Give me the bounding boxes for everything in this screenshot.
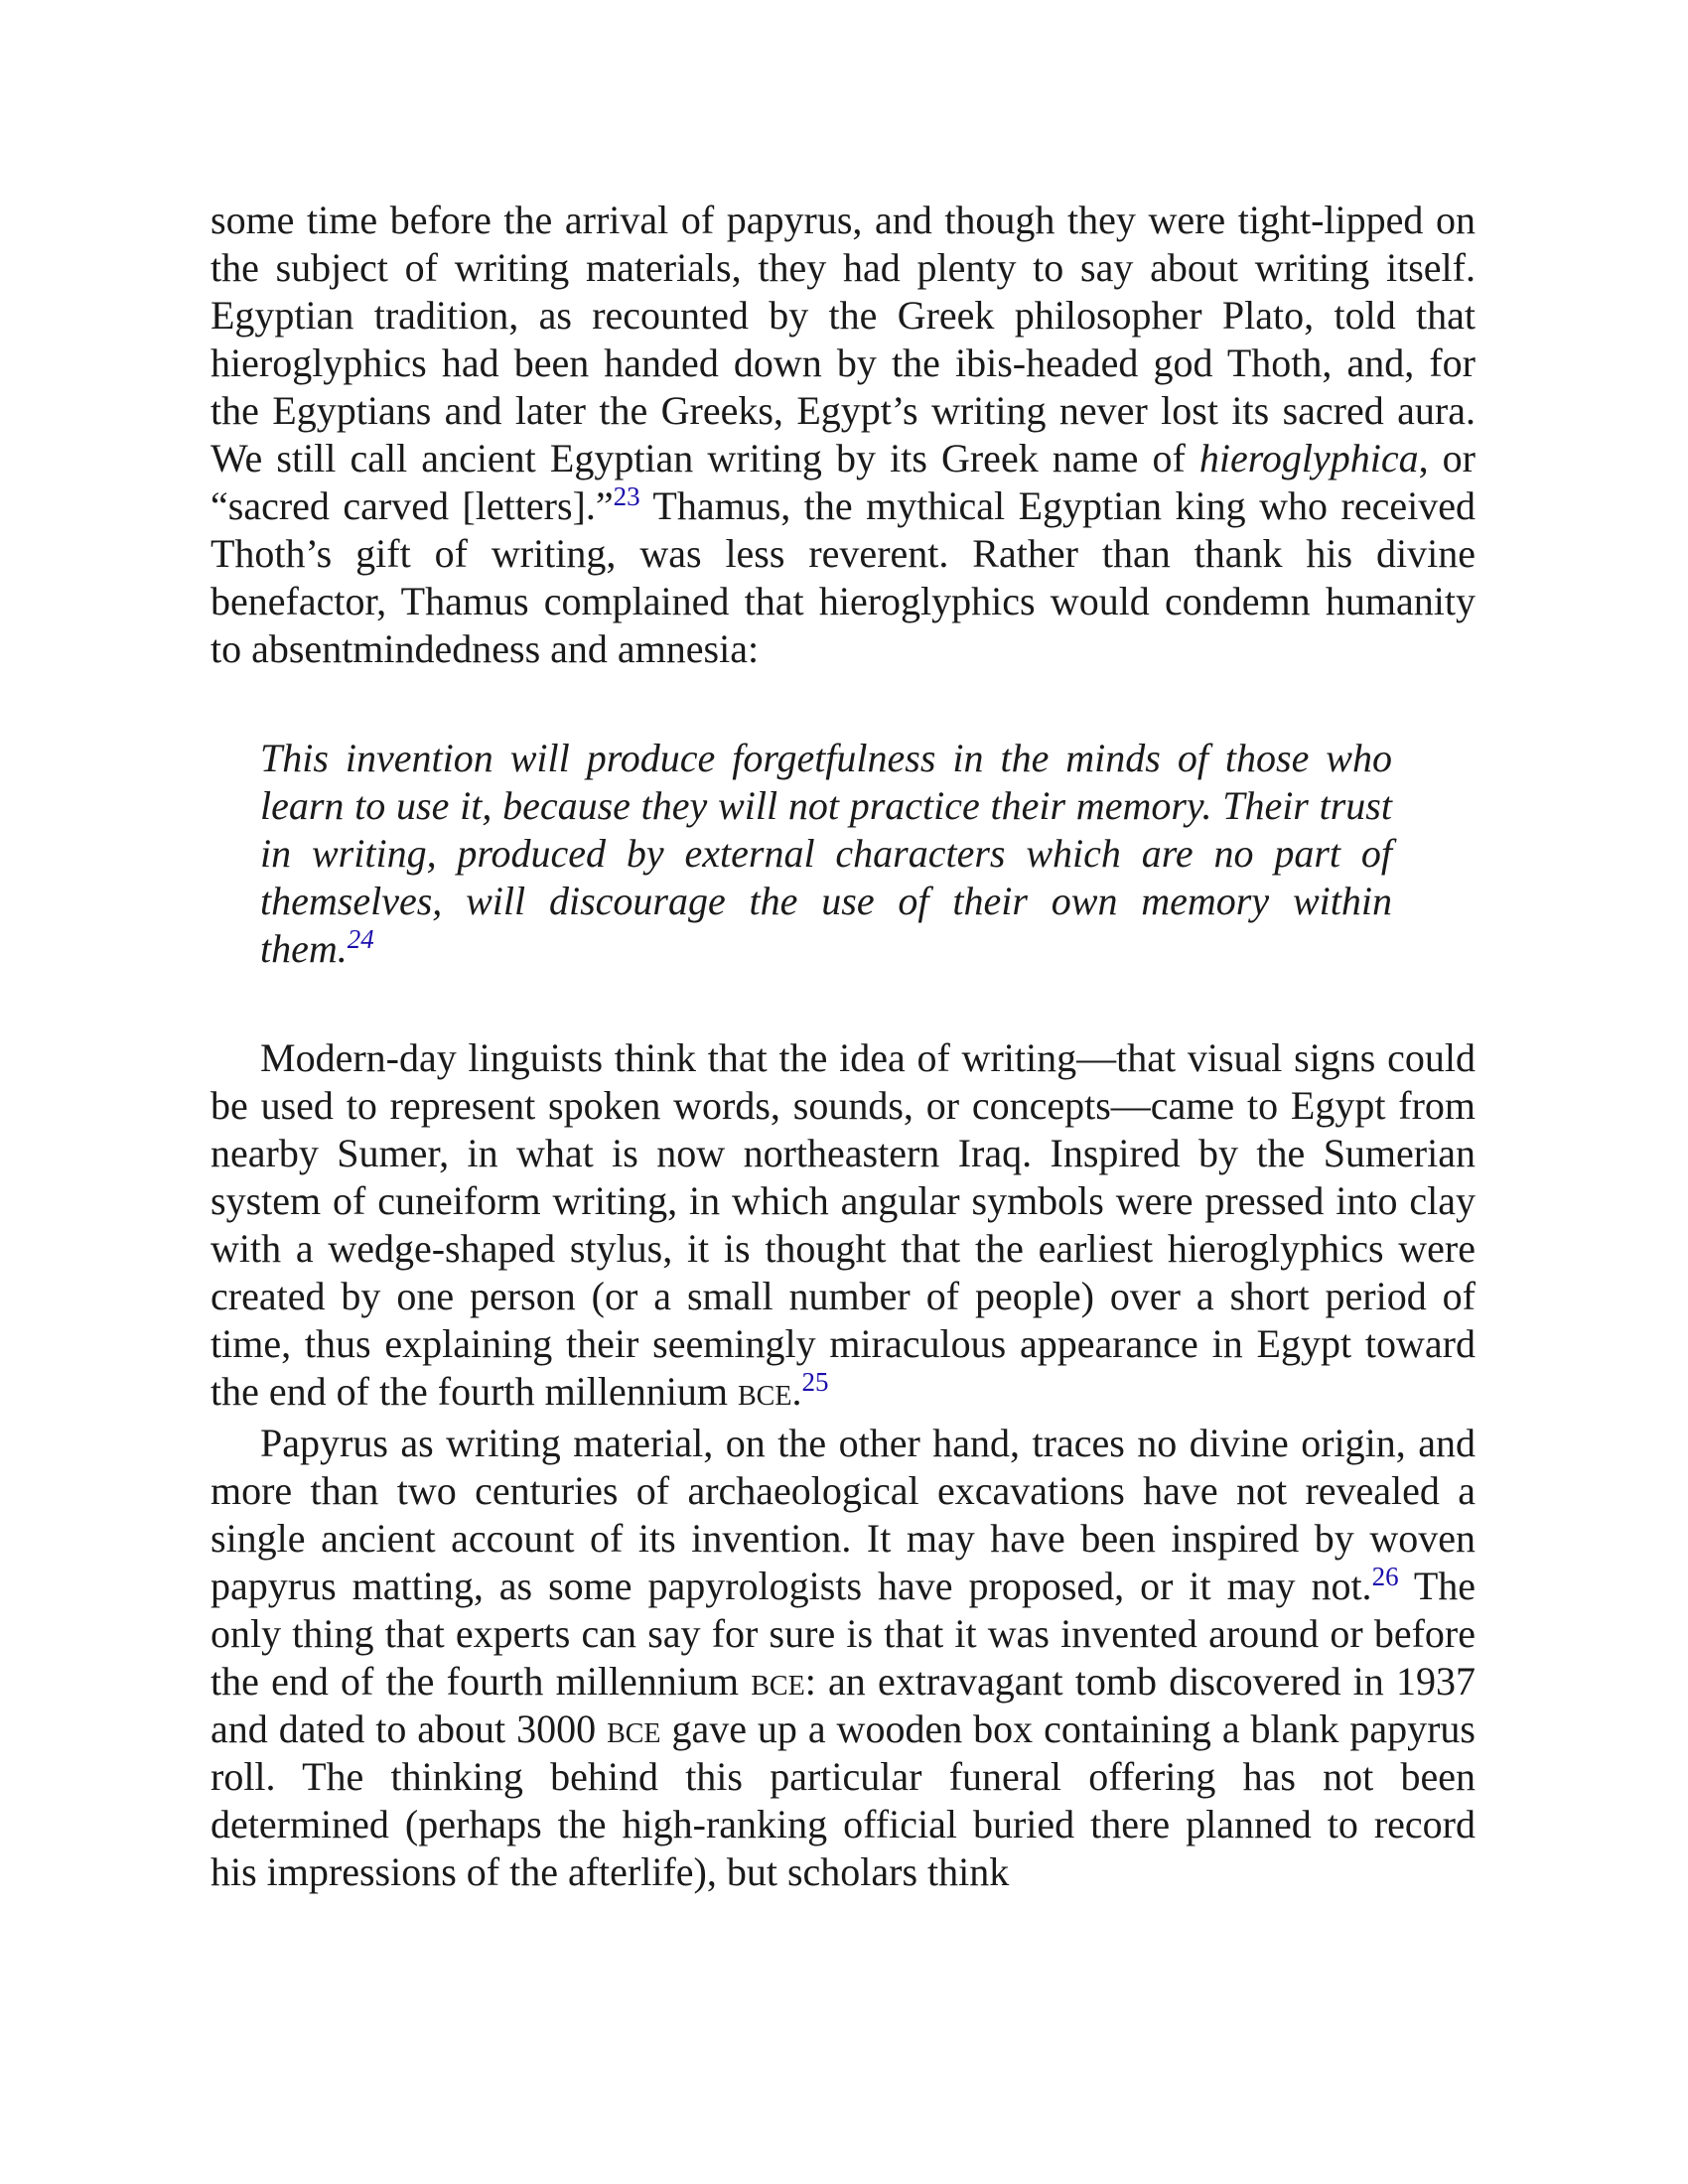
paragraph-text: Thamus, the mythical Egyptian king who received Thoth’s gift of writing, was less reverent. Rather than thank his divine benefactor, Thamus complained that hieroglyphics would condemn humanity to absentmindedness and amnesia:	[211, 483, 1476, 671]
paragraph-text: some time before the arrival of papyrus, and though they were tight-lipped on the subject of writing materials, they had plenty to say about writing itself. Egyptian tradition, as recounted by the Greek philosopher Plato, told that hieroglyphics had been handed down by the ibis-headed god Thoth, and, for the Egyptians and later the Greeks, Egypt’s writing never lost its sacred aura. We still call ancient Egyptian writing by its Greek name of	[211, 198, 1476, 480]
quote-text: This invention will produce forgetfulness in the minds of those who learn to use it, because they will not practice their memory. Their trust in writing, produced by external characters which are no part of themselves, will discourage the use of their own memory within them.	[260, 736, 1392, 971]
paragraph-hieroglyphics-origin	[211, 197, 1476, 673]
paragraph-papyrus-origin	[211, 1420, 1476, 1896]
block-quote-thamus	[260, 735, 1392, 973]
italic-term-hieroglyphica: hieroglyphica	[1198, 436, 1419, 480]
paragraph-text: .	[791, 1369, 802, 1414]
paragraph-text: Papyrus as writing material, on the other hand, traces no divine origin, and more than two centuries of archaeological excavations have not revealed a single ancient account of its invention. It may have been inspired by woven papyrus matting, as some papyrologists have proposed, or it may not.	[211, 1421, 1476, 1608]
footnote-link-25[interactable]: 25	[801, 1367, 829, 1397]
book-page	[211, 197, 1476, 1896]
paragraph-text: gave up a wooden box containing a blank papyrus roll. The thinking behind this particular funeral offering has not been determined (perhaps the high-ranking official buried there planned to record his impressions of the afterlife), but scholars think	[211, 1706, 1477, 1894]
paragraph-text: , or “sacred carved [letters].”	[211, 436, 1476, 528]
era-abbreviation: bce	[751, 1659, 805, 1704]
paragraph-text: Modern-day linguists think that the idea of writing—that visual signs could be used to represent spoken words, sounds, or concepts—came to Egypt from nearby Sumer, in what is now northeastern Iraq. Inspired by the Sumerian system of cuneiform writing, in which angular symbols were pressed into clay with a wedge-shaped stylus, it is thought that the earliest hieroglyphics were created by one person (or a small number of people) over a short period of time, thus explaining their seemingly miraculous appearance in Egypt toward the end of the fourth millennium	[211, 1035, 1476, 1414]
footnote-link-26[interactable]: 26	[1371, 1562, 1399, 1591]
paragraph-sumer-origin	[211, 1034, 1476, 1416]
paragraph-text: : an extravagant tomb discovered in 1937 and dated to about 3000	[211, 1659, 1476, 1751]
footnote-link-23[interactable]: 23	[613, 481, 640, 511]
paragraph-text: The only thing that experts can say for sure is that it was invented around or before the end of the fourth millennium	[211, 1564, 1477, 1704]
era-abbreviation: bce	[738, 1369, 792, 1414]
era-abbreviation: bce	[607, 1706, 661, 1751]
footnote-link-24[interactable]: 24	[347, 924, 374, 954]
